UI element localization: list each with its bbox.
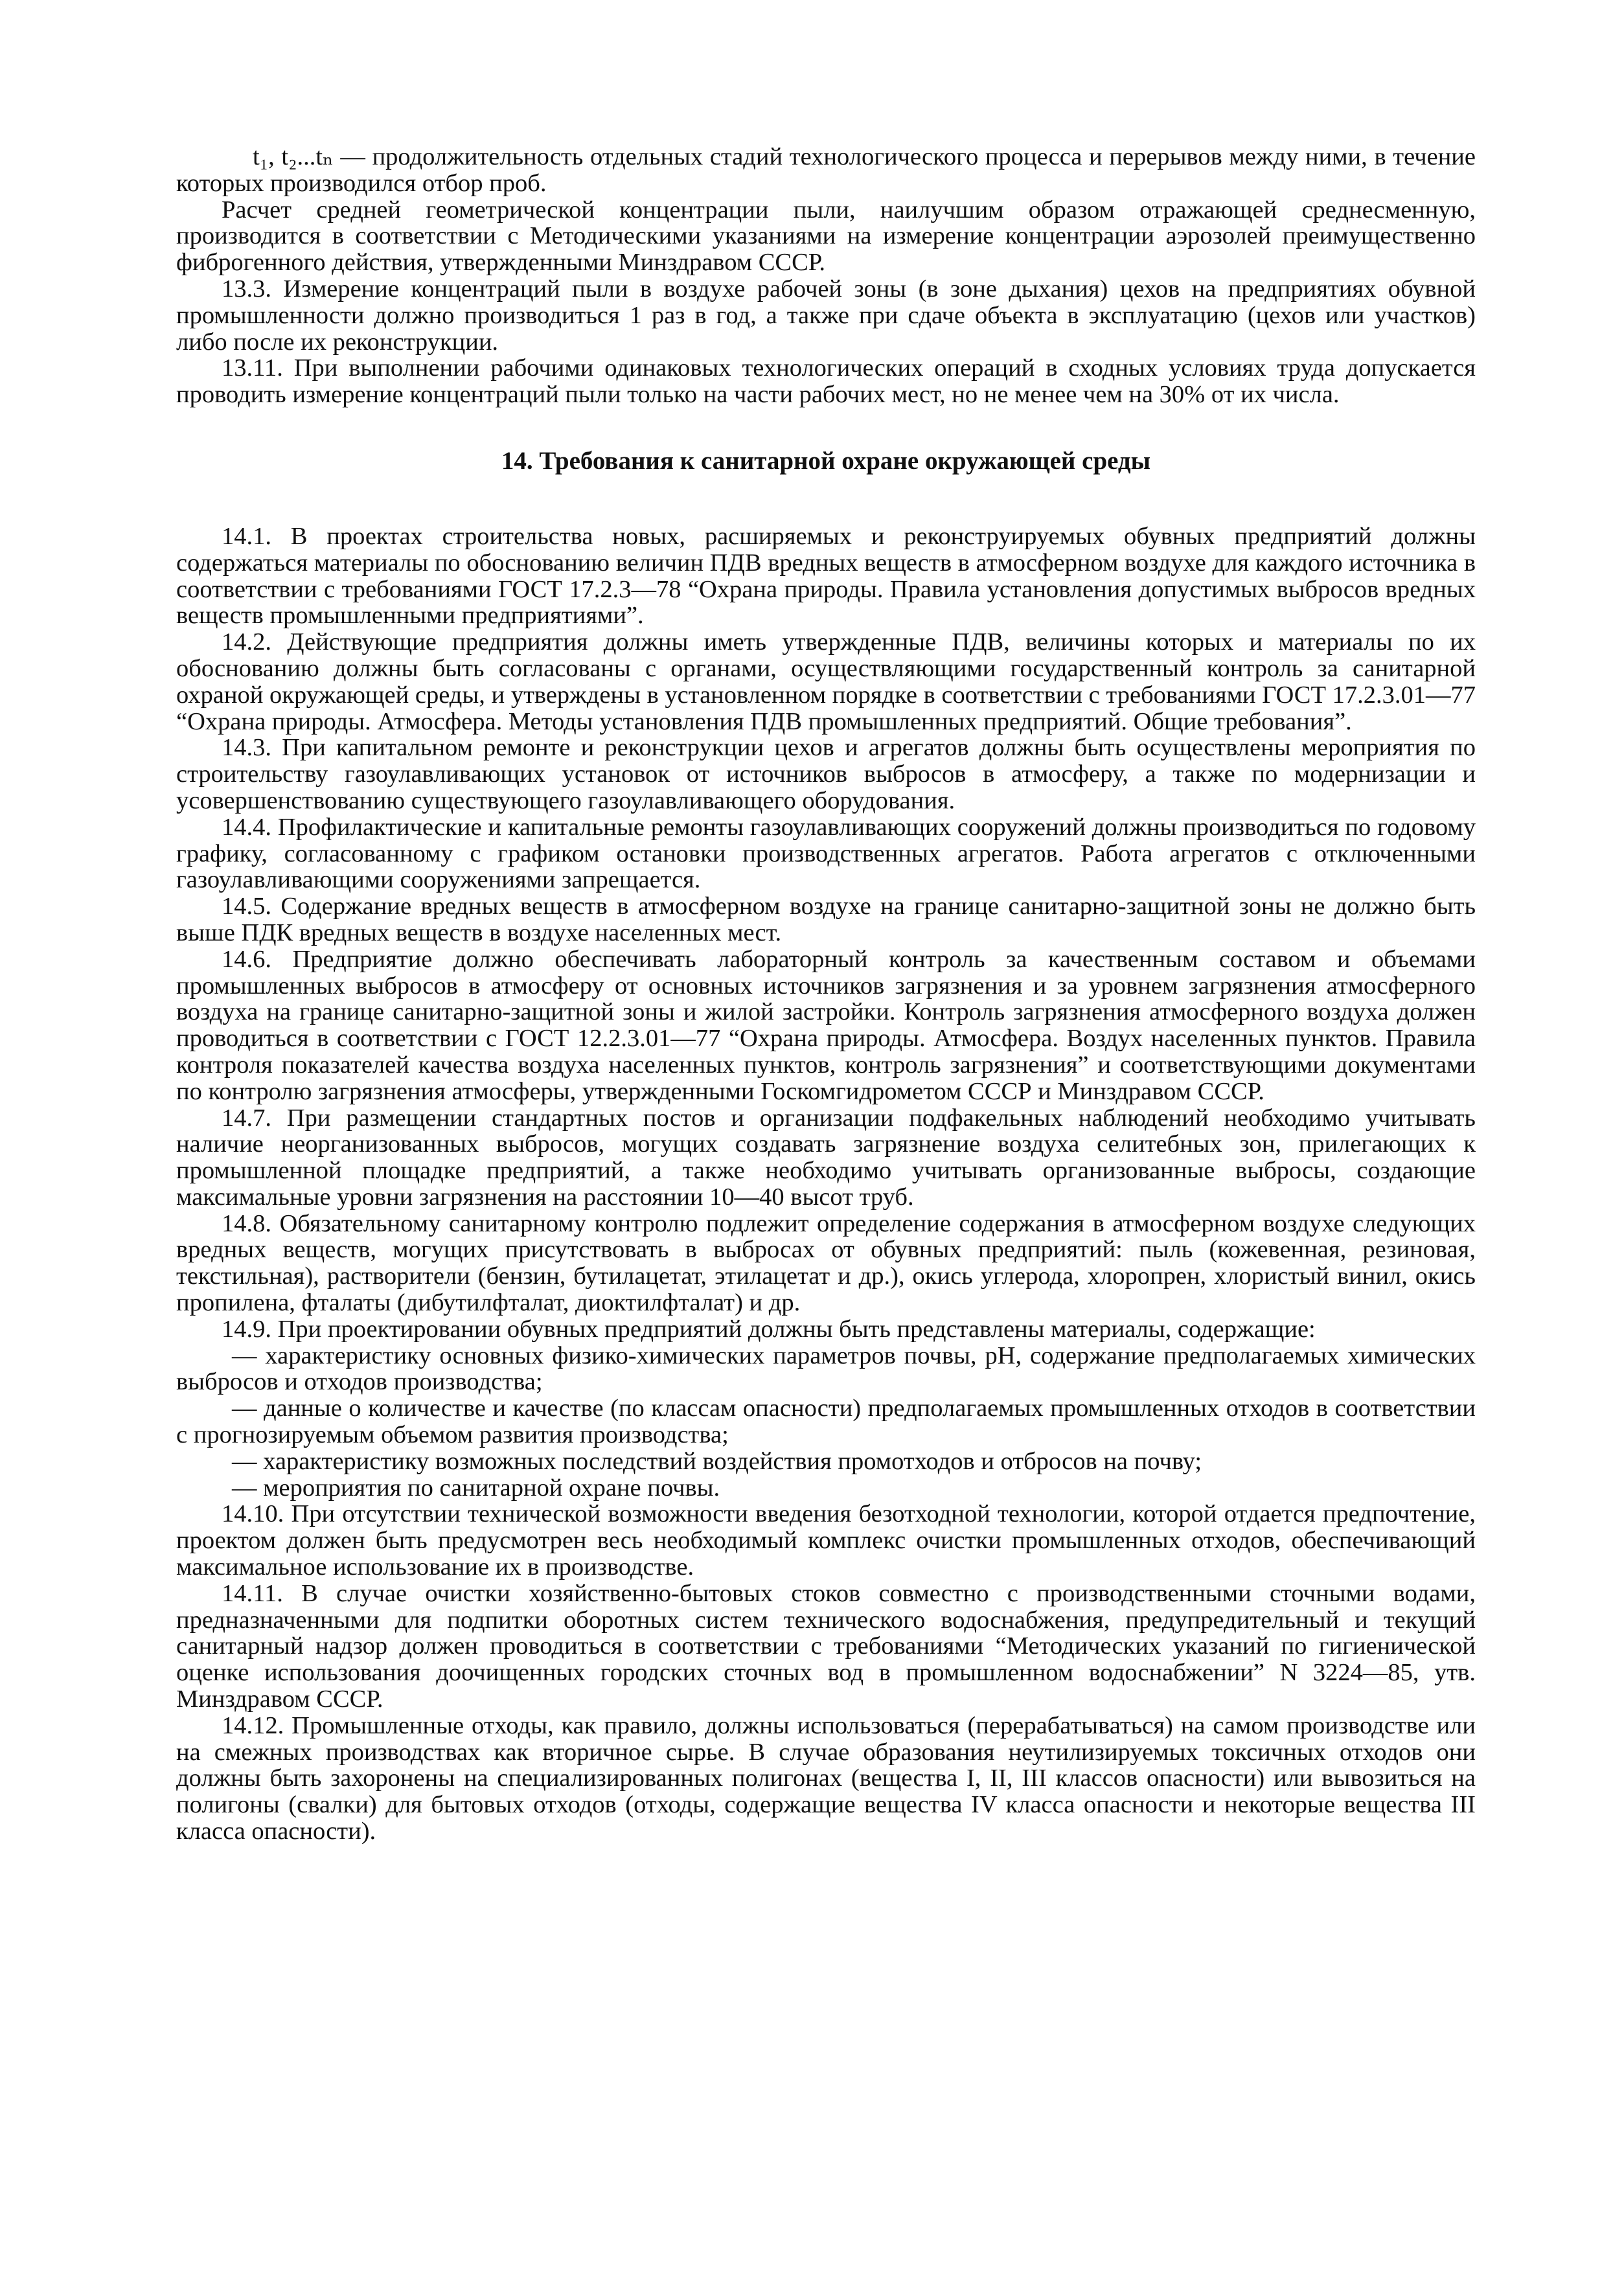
paragraph-14-3: 14.3. При капитальном ремонте и реконструкции цехов и агрегатов должны быть осуществлены мероприятия по строительству газоулавливающих установок от источников выбросов в атмосферу, а также по модернизации и усовершенствованию существующего газоулавливающего оборудования. xyxy=(176,734,1476,814)
list-item: — мероприятия по санитарной охране почвы. xyxy=(232,1474,720,1502)
paragraph-14-2: 14.2. Действующие предприятия должны иметь утвержденные ПДВ, величины которых и материалы по их обоснованию должны быть согласованы с органами, осуществляющими государственный контроль за санитарной охраной окружающей среды, и утверждены в установленном порядке в соответствии с требованиями ГОСТ 17.2.3.01—77 “Охрана природы. Атмосфера. Методы установления ПДВ промышленных предприятий. Общие требования”. xyxy=(176,628,1476,735)
paragraph-14-4: 14.4. Профилактические и капитальные ремонты газоулавливающих сооружений должны производиться по годовому графику, согласованному с графиком остановки производственных агрегатов. Работа агрегатов с отключенными газоулавливающими сооружениями запрещается. xyxy=(176,813,1476,894)
paragraph-14-8: 14.8. Обязательному санитарному контролю подлежит определение содержания в атмосферном воздухе следующих вредных веществ, могущих присутствовать в выбросах от обувных предприятий: пыль (кожевенная, резиновая, текстильная), растворители (бензин, бутилацетат, этилацетат и др.), окись углерода, хлоропрен, хлористый винил, окись пропилена, фталаты (дибутилфталат, диоктилфталат) и др. xyxy=(176,1209,1476,1317)
paragraph-14-7: 14.7. При размещении стандартных постов и организации подфакельных наблюдений необходимо учитывать наличие неорганизованных выбросов, могущих создавать загрязнение воздуха селитебных зон, прилегающих к промышленной площадке предприятий, а также необходимо учитывать организованные выбросы, создающие максимальные уровни загрязнения на расстоянии 10—40 высот труб. xyxy=(176,1104,1476,1211)
list-item: — характеристику основных физико-химических параметров почвы, рН, содержание предполагаемых химических выбросов и отходов производства; xyxy=(176,1342,1476,1396)
list-item: — характеристику возможных последствий воздействия промотходов и отбросов на почву; xyxy=(232,1447,1202,1475)
paragraph-14-12: 14.12. Промышленные отходы, как правило, должны использоваться (перерабатываться) на самом производстве или на смежных производствах как вторичное сырье. В случае образования неутилизируемых токсичных отходов они должны быть захоронены на специализированных полигонах (вещества I, II, III классов опасности) или вывозиться на полигоны (свалки) для бытовых отходов (отходы, содержащие вещества IV класса опасности и некоторые вещества III класса опасности). xyxy=(176,1711,1476,1845)
document-page xyxy=(176,144,1476,1845)
paragraph-dust-calculation: Расчет средней геометрической концентрации пыли, наилучшим образом отражающей среднесменную, производится в соответствии с Методическими указаниями на измерение концентрации аэрозолей преимущественно фиброгенного действия, утвержденными Минздравом СССР. xyxy=(176,196,1476,277)
section-heading-14: 14. Требования к санитарной охране окружающей среды xyxy=(501,446,1151,475)
paragraph-13-11: 13.11. При выполнении рабочими одинаковых технологических операций в сходных условиях труда допускается проводить измерение концентраций пыли только на части рабочих мест, но не менее чем на 30% от их числа. xyxy=(176,354,1476,409)
paragraph-stage-duration: t₁, t₂...tₙ — продолжительность отдельных стадий технологического процесса и перерывов между ними, в течение которых производился отбор проб. xyxy=(176,143,1476,197)
paragraph-14-1: 14.1. В проектах строительства новых, расширяемых и реконструируемых обувных предприятий должны содержаться материалы по обоснованию величин ПДВ вредных веществ в атмосферном воздухе для каждого источника в соответствии с требованиями ГОСТ 17.2.3—78 “Охрана природы. Правила установления допустимых выбросов вредных веществ промышленными предприятиями”. xyxy=(176,522,1476,630)
paragraph-14-10: 14.10. При отсутствии технической возможности введения безотходной технологии, которой отдается предпочтение, проектом должен быть предусмотрен весь необходимый комплекс очистки промышленных отходов, обеспечивающий максимальное использование их в производстве. xyxy=(176,1500,1476,1581)
list-item: — данные о количестве и качестве (по классам опасности) предполагаемых промышленных отходов в соответствии с прогнозируемым объемом развития производства; xyxy=(176,1395,1476,1449)
paragraph-14-11: 14.11. В случае очистки хозяйственно-бытовых стоков совместно с производственными сточными водами, предназначенными для подпитки оборотных систем технического водоснабжения, предупредительный и текущий санитарный надзор должен проводиться в соответствии с требованиями “Методических указаний по гигиенической оценке использования доочищенных городских сточных вод в промышленном водоснабжении” N 3224—85, утв. Минздравом СССР. xyxy=(176,1579,1476,1713)
paragraph-14-5: 14.5. Содержание вредных веществ в атмосферном воздухе на границе санитарно-защитной зоны не должно быть выше ПДК вредных веществ в воздухе населенных мест. xyxy=(176,893,1476,946)
paragraph-14-6: 14.6. Предприятие должно обеспечивать лабораторный контроль за качественным составом и объемами промышленных выбросов в атмосферу от основных источников загрязнения и за уровнем загрязнения атмосферного воздуха на границе санитарно-защитной зоны и жилой застройки. Контроль загрязнения атмосферного воздуха должен проводиться в соответствии с ГОСТ 12.2.3.01—77 “Охрана природы. Атмосфера. Воздух населенных пунктов. Правила контроля показателей качества воздуха населенных пунктов, контроль загрязнения” и соответствующими документами по контролю загрязнения атмосферы, утвержденными Госкомгидрометом СССР и Минздравом СССР. xyxy=(176,945,1476,1105)
paragraph-14-9: 14.9. При проектировании обувных предприятий должны быть представлены материалы, содержащие: xyxy=(222,1315,1316,1343)
paragraph-13-3: 13.3. Измерение концентраций пыли в воздухе рабочей зоны (в зоне дыхания) цехов на предприятиях обувной промышленности должно производиться 1 раз в год, а также при сдаче объекта в эксплуатацию (цехов или участков) либо после их реконструкции. xyxy=(176,275,1476,356)
